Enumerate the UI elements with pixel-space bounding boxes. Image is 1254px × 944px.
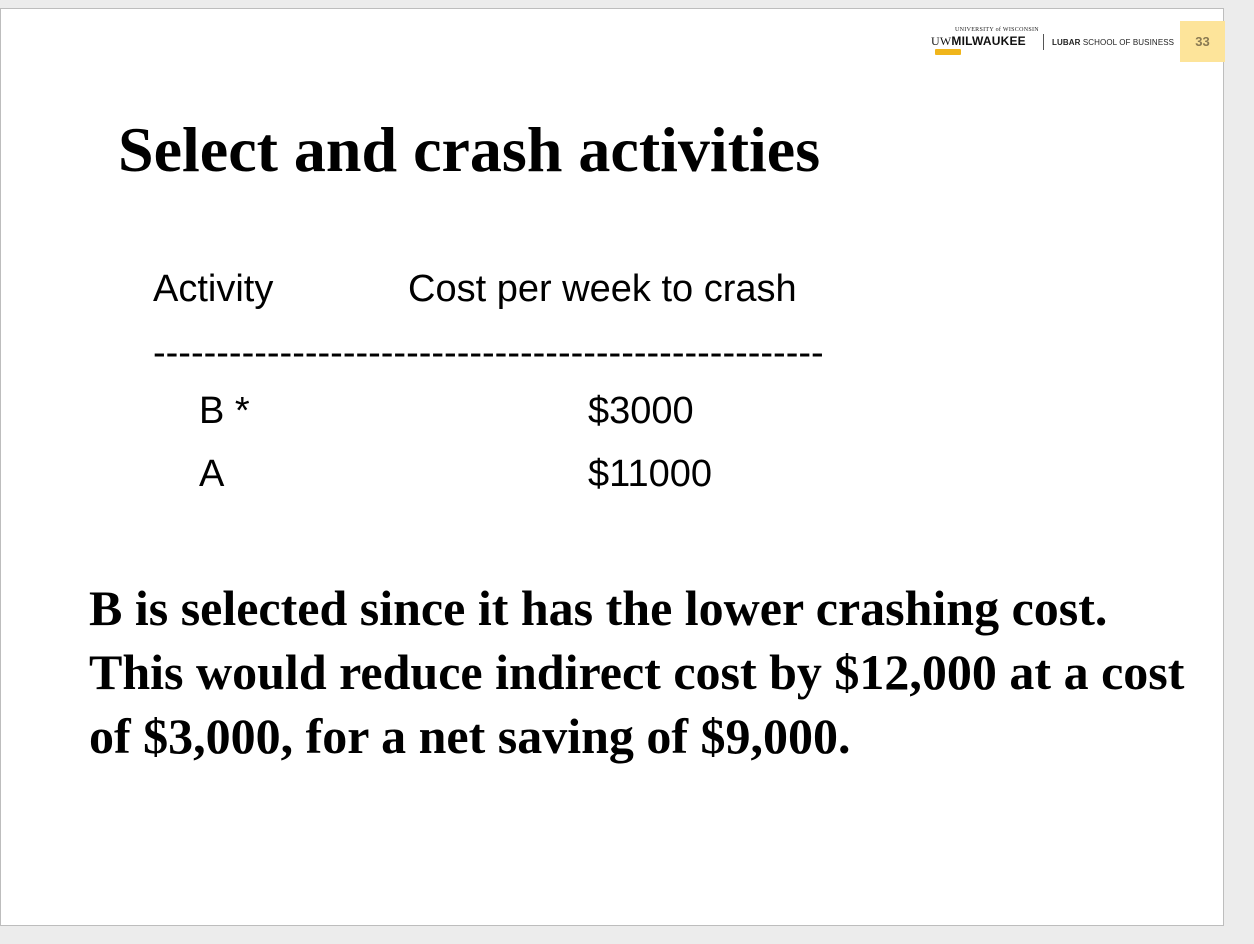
column-header-cost: Cost per week to crash xyxy=(408,268,797,310)
slide-number: 33 xyxy=(1180,21,1225,62)
slide-title: Select and crash activities xyxy=(118,114,821,185)
logo-uw-text: UW xyxy=(931,34,952,48)
logo-flag-icon xyxy=(935,49,961,55)
logo-milwaukee-text xyxy=(931,34,1026,49)
logo-main-text: MILWAUKEE xyxy=(951,34,1026,48)
school-name xyxy=(1052,38,1174,47)
table-divider: ----------------------------------------------------- xyxy=(153,332,824,374)
slide xyxy=(0,8,1224,926)
school-name-rest: SCHOOL OF BUSINESS xyxy=(1080,37,1175,47)
conclusion-text: B is selected since it has the lower crashing cost. This would reduce indirect cost by $12,000 at a cost of $3,000, for a net saving of $9,000. xyxy=(89,580,1185,764)
table-row-a-activity: A xyxy=(199,453,225,495)
logo-university-text: UNIVERSITY of WISCONSIN xyxy=(955,27,1039,33)
table-row-b-activity: B * xyxy=(199,390,250,432)
uwm-logo xyxy=(931,26,1039,58)
table-row-a-cost: $11000 xyxy=(588,453,712,495)
column-header-activity: Activity xyxy=(153,268,274,310)
school-name-bold: LUBAR xyxy=(1052,37,1081,47)
table-row-b-cost: $3000 xyxy=(588,390,694,432)
header-logo xyxy=(931,22,1174,62)
logo-divider xyxy=(1043,34,1044,50)
